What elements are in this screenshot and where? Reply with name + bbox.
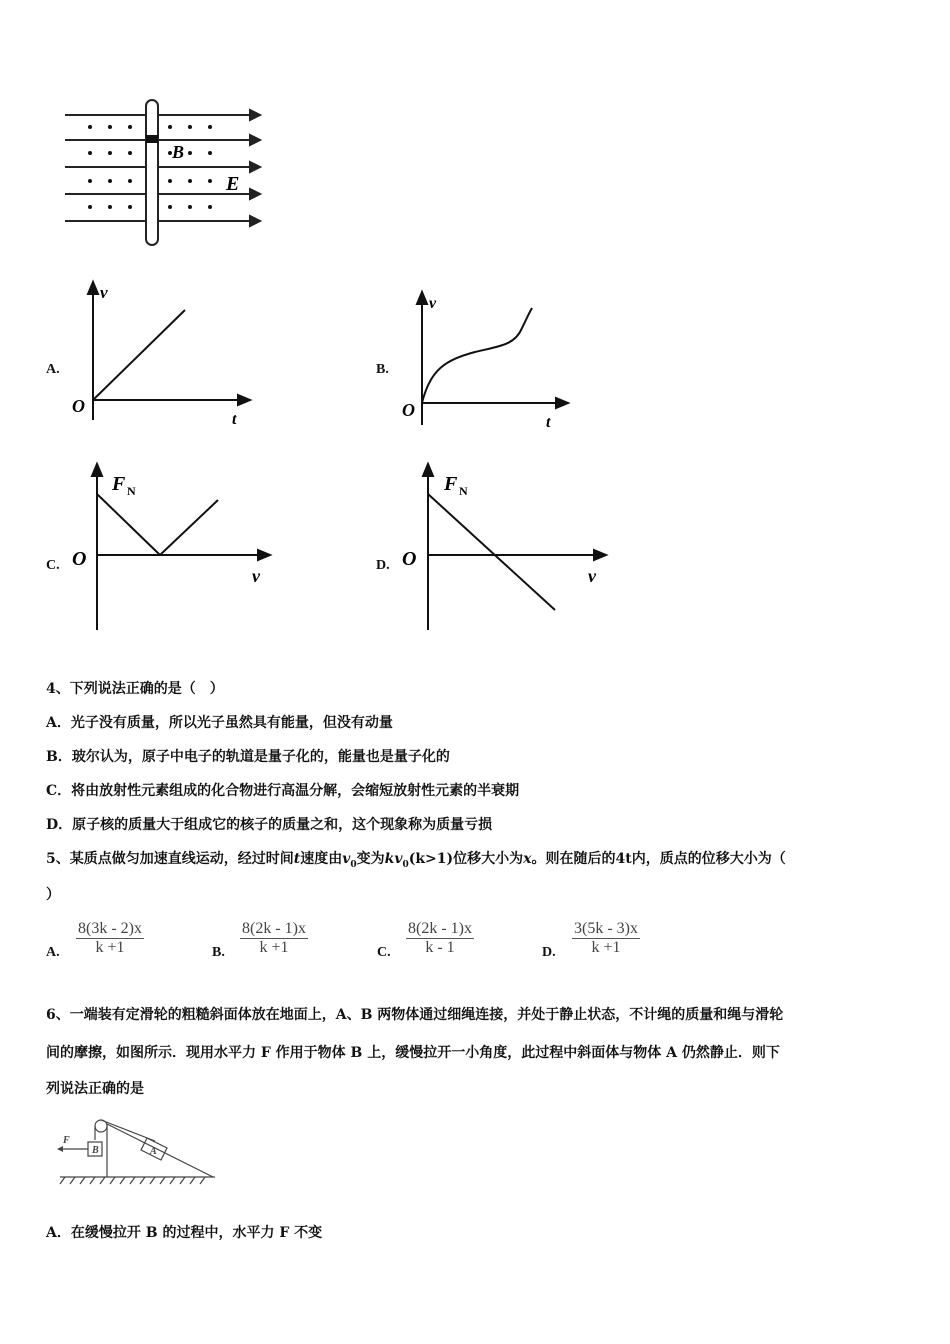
q5-option-a-fraction: $\frac{8(3k - 2)x}{k +1}$ [78,920,142,956]
q5-option-b-fraction: $\frac{8(2k - 1)x}{k +1}$ [242,920,306,956]
svg-text:N: N [459,484,468,498]
q5-option-a-label: A. [46,945,60,960]
field-figure [60,95,270,255]
svg-text:t: t [546,414,551,431]
q6-line-3: 列说法正确的是 [46,1081,144,1097]
q6-line-1: 6、一端装有定滑轮的粗糙斜面体放在地面上，A、B 两物体通过细绳连接，并处于静止状态，不计绳的质量和绳与滑轮 [46,1007,784,1023]
svg-text:t: t [232,411,237,428]
svg-text:O: O [72,396,85,416]
svg-text:F: F [112,473,126,495]
svg-text:v: v [588,566,596,586]
svg-text:B: B [92,1145,99,1156]
q5-option-d-fraction: $\frac{3(5k - 3)x}{k +1}$ [574,920,638,956]
incline-figure [55,1112,220,1192]
b-field-label: B [172,142,185,162]
graph-a-option: A. [46,362,60,377]
q4-option-a: A．光子没有质量，所以光子虽然具有能量，但没有动量 [46,715,393,731]
q5-stem: 5、某质点做匀加速直线运动，经过时间t速度由$v_0$变为$kv_0(k>1)$位移大小为x。则在随后的4t内，质点的位移大小为（ [46,851,786,870]
q6-option-a: A．在缓慢拉开 B 的过程中，水平力 F 不变 [46,1225,323,1241]
graph-a [70,280,260,430]
svg-text:N: N [127,484,136,498]
q5-option-d-label: D. [542,945,556,960]
svg-text:F: F [444,473,458,495]
q5-option-c-label: C. [377,945,391,960]
graph-b-option: B. [376,362,389,377]
graph-c-option: C. [46,558,60,573]
svg-text:v: v [252,566,260,586]
q4-option-c: C．将由放射性元素组成的化合物进行高温分解，会缩短放射性元素的半衰期 [46,783,520,799]
svg-text:v: v [429,295,437,312]
q4-option-b: B．玻尔认为，原子中电子的轨道是量子化的，能量也是量子化的 [46,749,450,765]
graph-c [70,462,280,637]
e-field-label: E [226,173,240,195]
svg-text:A: A [150,1146,157,1157]
svg-text:O: O [402,548,417,570]
graph-d [400,462,620,637]
q6-line-2: 间的摩擦，如图所示．现用水平力 F 作用于物体 B 上，缓慢拉开一小角度，此过程中斜面体与物体 A 仍然静止．则下 [46,1045,780,1061]
svg-text:O: O [72,548,87,570]
q4-stem: 4、下列说法正确的是（ ） [46,681,224,697]
svg-text:O: O [402,400,415,420]
graph-b [400,290,590,435]
q5-option-c-fraction: $\frac{8(2k - 1)x}{k - 1}$ [408,920,472,956]
q5-stem-close: ） [46,887,60,903]
graph-d-option: D. [376,558,390,573]
svg-text:F: F [63,1135,70,1146]
svg-text:v: v [100,283,108,302]
q5-option-b-label: B. [212,945,225,960]
q4-option-d: D．原子核的质量大于组成它的核子的质量之和，这个现象称为质量亏损 [46,817,493,833]
